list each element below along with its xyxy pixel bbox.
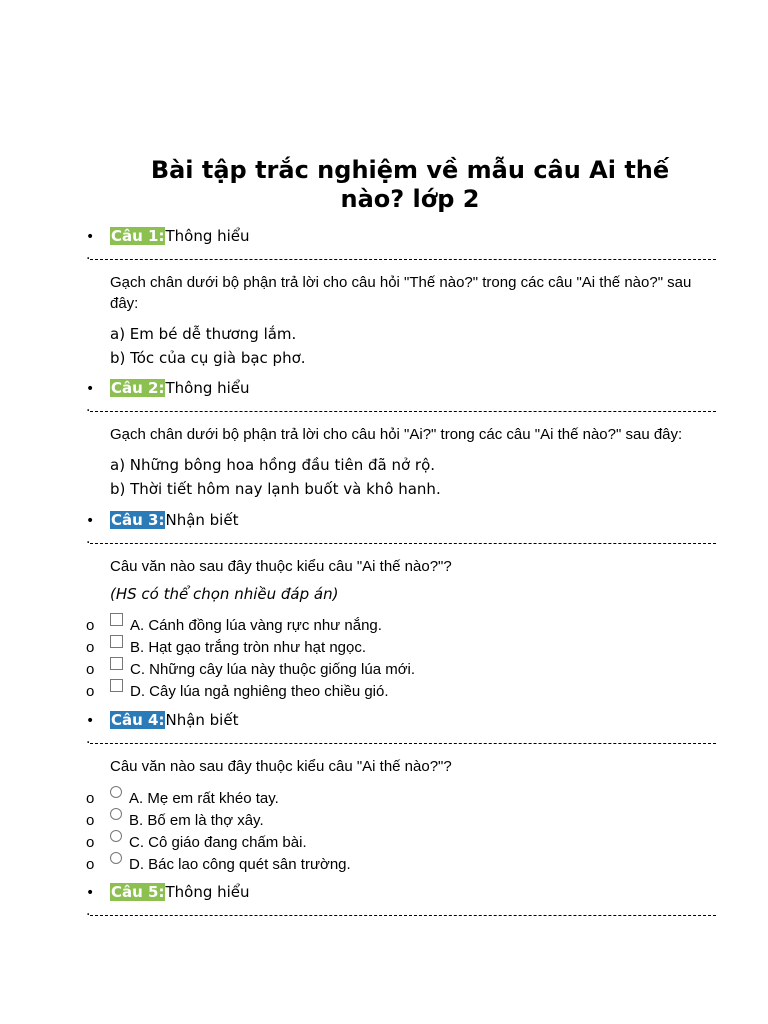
difficulty-level: Thông hiểu — [165, 379, 250, 397]
bullet: • — [86, 513, 95, 529]
question-5-header — [110, 883, 250, 901]
question-prompt: Gạch chân dưới bộ phận trả lời cho câu hỏi "Ai?" trong các câu "Ai thế nào?" sau đây: — [110, 426, 683, 443]
exercise-line: a) Em bé dễ thương lắm. — [110, 325, 297, 343]
difficulty-level: Thông hiểu — [165, 227, 250, 245]
radio-button[interactable] — [110, 808, 122, 820]
question-4-header — [110, 711, 238, 729]
question-prompt: Gạch chân dưới bộ phận trả lời cho câu hỏi "Thế nào?" trong các câu "Ai thế nào?" sau đây: — [110, 274, 692, 312]
question-label: Câu 3: — [111, 511, 165, 529]
question-1-header — [110, 227, 250, 245]
answer-option[interactable] — [86, 786, 279, 808]
answer-option[interactable] — [86, 657, 415, 679]
radio-button[interactable] — [110, 786, 122, 798]
answer-option[interactable] — [86, 830, 307, 852]
question-label: Câu 4: — [111, 711, 165, 729]
option-label: C. Cô giáo đang chấm bài. — [129, 834, 307, 851]
option-label: B. Bố em là thợ xây. — [129, 812, 264, 829]
question-2-header — [110, 379, 250, 397]
bullet: • — [86, 885, 95, 901]
checkbox[interactable] — [110, 679, 123, 692]
separator: · — [86, 252, 716, 266]
checkbox[interactable] — [110, 635, 123, 648]
question-label: Câu 2: — [111, 379, 165, 397]
option-bullet: o — [86, 661, 95, 678]
option-label: D. Bác lao công quét sân trường. — [129, 856, 351, 873]
option-label: C. Những cây lúa này thuộc giống lúa mới. — [130, 661, 416, 678]
option-label: B. Hạt gạo trắng tròn như hạt ngọc. — [130, 639, 367, 656]
checkbox[interactable] — [110, 657, 123, 670]
answer-option[interactable] — [86, 613, 382, 635]
answer-option[interactable] — [86, 808, 264, 830]
page-title: Bài tập trắc nghiệm về mẫu câu Ai thế nào? lớp 2 — [150, 156, 670, 213]
option-label: A. Mẹ em rất khéo tay. — [129, 790, 279, 807]
exercise-line: b) Thời tiết hôm nay lạnh buốt và khô hanh. — [110, 480, 441, 498]
separator: · — [86, 404, 716, 418]
question-prompt: Câu văn nào sau đây thuộc kiểu câu "Ai thế nào?"? — [110, 758, 452, 775]
radio-button[interactable] — [110, 830, 122, 842]
question-label: Câu 1: — [111, 227, 165, 245]
answer-option[interactable] — [86, 852, 351, 874]
bullet: • — [86, 381, 95, 397]
question-3-header — [110, 511, 238, 529]
option-bullet: o — [86, 812, 95, 829]
difficulty-level: Nhận biết — [165, 511, 239, 529]
option-bullet: o — [86, 617, 95, 634]
option-bullet: o — [86, 834, 95, 851]
exercise-line: a) Những bông hoa hồng đầu tiên đã nở rộ. — [110, 456, 436, 474]
difficulty-level: Nhận biết — [165, 711, 239, 729]
checkbox[interactable] — [110, 613, 123, 626]
radio-button[interactable] — [110, 852, 122, 864]
separator: · — [86, 908, 716, 922]
bullet: • — [86, 229, 95, 245]
option-label: A. Cánh đồng lúa vàng rực như nắng. — [130, 617, 382, 634]
option-bullet: o — [86, 683, 95, 700]
option-bullet: o — [86, 790, 95, 807]
question-label: Câu 5: — [111, 883, 165, 901]
bullet: • — [86, 713, 95, 729]
answer-option[interactable] — [86, 635, 366, 657]
answer-option[interactable] — [86, 679, 389, 701]
difficulty-level: Thông hiểu — [165, 883, 250, 901]
option-bullet: o — [86, 639, 95, 656]
question-note: (HS có thể chọn nhiều đáp án) — [110, 585, 339, 603]
exercise-line: b) Tóc của cụ già bạc phơ. — [110, 349, 306, 367]
question-prompt: Câu văn nào sau đây thuộc kiểu câu "Ai thế nào?"? — [110, 558, 452, 575]
option-label: D. Cây lúa ngả nghiêng theo chiều gió. — [130, 683, 389, 700]
separator: · — [86, 536, 716, 550]
separator: · — [86, 736, 716, 750]
option-bullet: o — [86, 856, 95, 873]
